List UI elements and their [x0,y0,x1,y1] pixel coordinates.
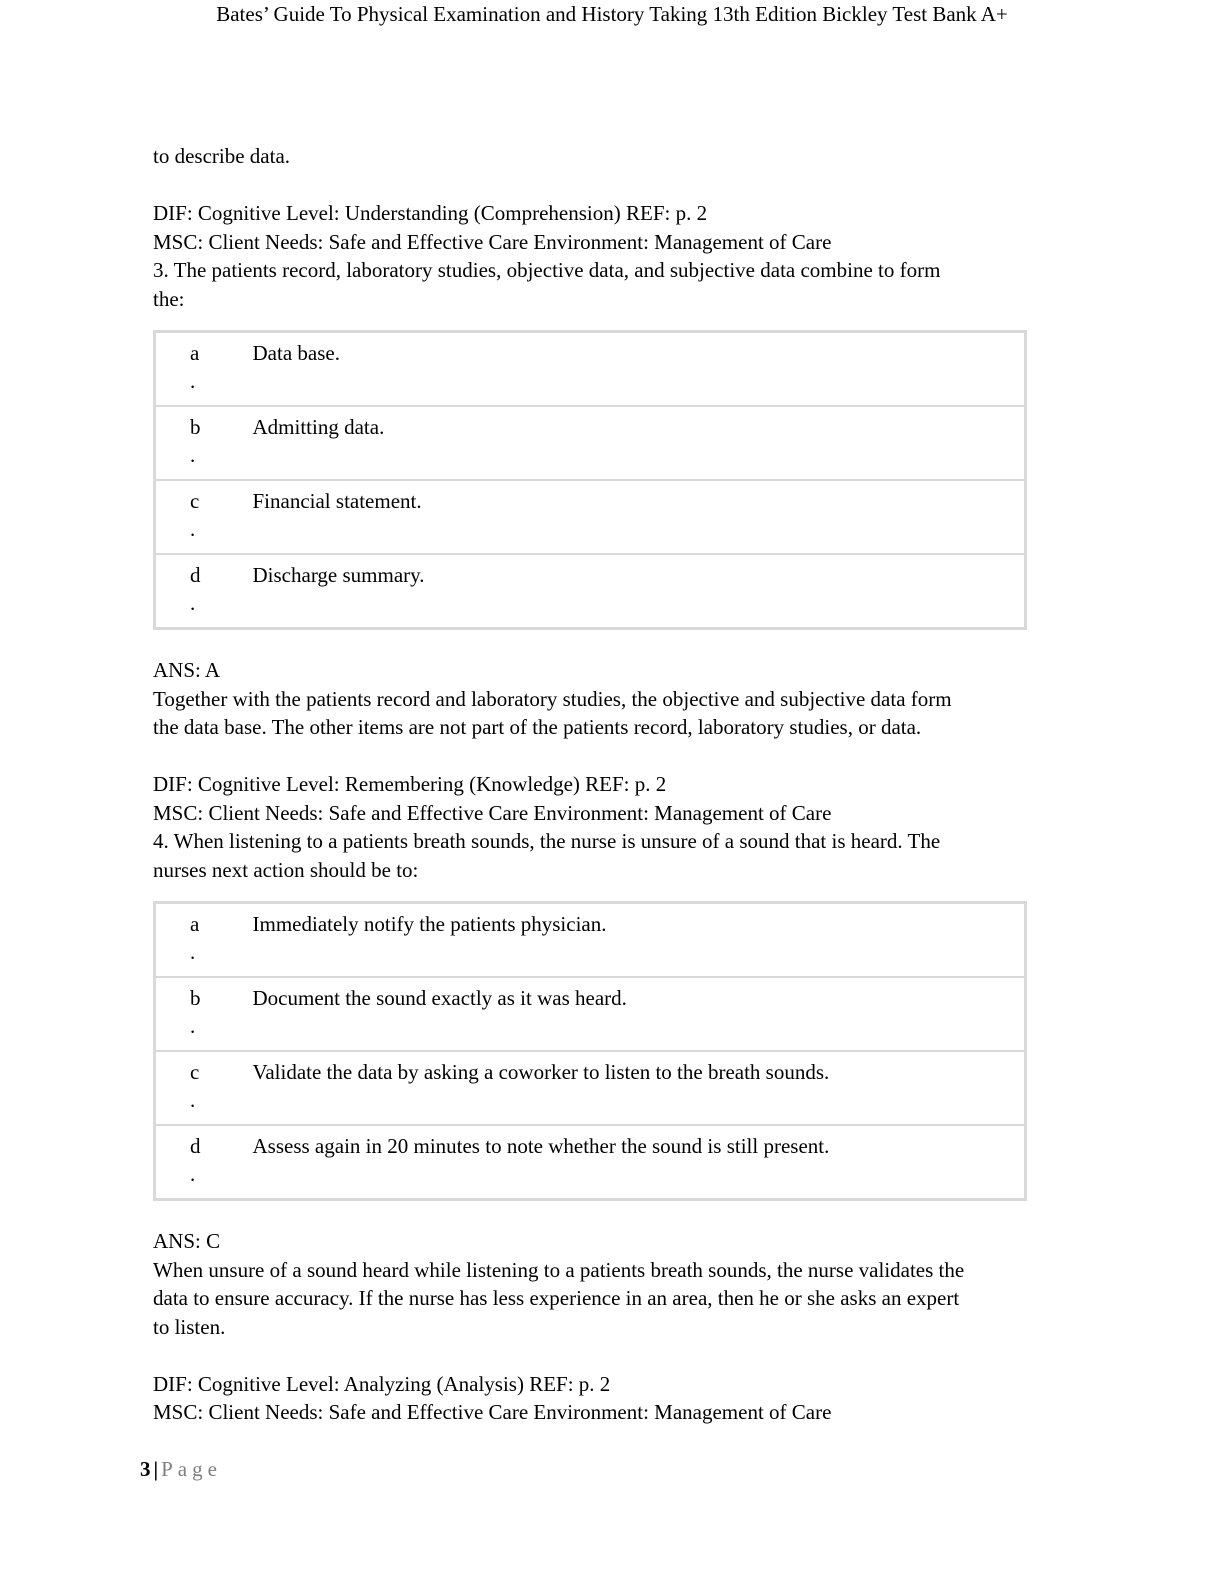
q4-option-row [155,1051,1026,1125]
q4-option-row [155,977,1026,1051]
page-header [0,2,1224,26]
q4-answer: ANS: C [153,1229,221,1253]
option-dot: . [190,1014,196,1038]
option-letter: c [190,489,200,513]
option-text: Discharge summary. [252,563,425,587]
option-dot: . [190,1088,196,1112]
footer-separator: | [153,1457,159,1481]
option-letter: d [190,563,201,587]
option-letter-cell [155,1051,253,1125]
option-letter: a [190,341,200,365]
q3-question-line2: the: [153,286,185,311]
option-letter-cell [155,480,253,554]
page-number: 3 [140,1457,151,1481]
continuation-text: to describe data. [153,144,291,168]
option-text: Admitting data. [253,406,1026,480]
option-dot: . [190,591,196,615]
q3-answer: ANS: A [153,658,221,682]
q4-dif: DIF: Cognitive Level: Analyzing (Analysis) REF: p. 2 [153,1371,611,1396]
option-dot: . [190,517,196,541]
option-text: Document the sound exactly as it was heard. [253,977,1026,1051]
q4-rationale-line2: data to ensure accuracy. If the nurse has less experience in an area, then he or she asks an expert [153,1286,960,1310]
option-dot: . [190,1162,196,1186]
option-letter: a [190,912,200,936]
option-dot: . [190,940,196,964]
q4-option-row [155,903,1026,978]
page-footer [140,1456,222,1482]
q4-msc: MSC: Client Needs: Safe and Effective Care Environment: Management of Care [153,1400,832,1424]
option-text: Financial statement. [253,480,1026,554]
option-letter-cell [155,332,253,407]
option-text: Data base. [253,332,1026,407]
option-letter: d [190,1134,201,1158]
option-letter-cell [155,903,253,978]
option-dot: . [190,369,196,393]
q4-question-line1: 4. When listening to a patients breath sounds, the nurse is unsure of a sound that is heard. The [153,829,941,853]
option-dot: . [190,443,196,467]
option-letter-cell [155,1125,253,1200]
q4-rationale-line3: to listen. [153,1314,226,1339]
q2-dif: DIF: Cognitive Level: Understanding (Comprehension) REF: p. 2 [153,201,708,225]
q3-option-row [155,480,1026,554]
q3-options-table [153,330,1027,630]
q3-rationale-line2: the data base. The other items are not part of the patients record, laboratory studies, or data. [153,715,922,739]
q2-msc: MSC: Client Needs: Safe and Effective Care Environment: Management of Care [153,229,832,254]
q4-option-row [155,1125,1026,1200]
option-letter-cell [155,554,253,629]
q3-option-row [155,554,1026,629]
option-letter-cell [155,977,253,1051]
q4-rationale-line1: When unsure of a sound heard while listening to a patients breath sounds, the nurse validates the [153,1257,965,1282]
header-title: Bates’ Guide To Physical Examination and History Taking 13th Edition Bickley Test Bank A+ [216,2,1008,26]
q3-option-row [155,406,1026,480]
q3-msc: MSC: Client Needs: Safe and Effective Care Environment: Management of Care [153,800,832,825]
option-text: Assess again in 20 minutes to note whether the sound is still present. [252,1134,830,1158]
page-label: Page [161,1457,222,1481]
option-letter: b [190,986,201,1010]
q4-options-table [153,901,1027,1201]
q4-question-line2: nurses next action should be to: [153,857,419,882]
document-body [153,142,1058,1427]
option-text: Validate the data by asking a coworker to listen to the breath sounds. [253,1051,1026,1125]
option-text: Immediately notify the patients physician. [253,903,1026,978]
option-letter: c [190,1060,200,1084]
q3-option-row [155,332,1026,407]
q3-question-line1: 3. The patients record, laboratory studies, objective data, and subjective data combine to form [153,258,941,282]
q3-rationale-line1: Together with the patients record and laboratory studies, the objective and subjective data form [153,686,952,711]
q3-dif: DIF: Cognitive Level: Remembering (Knowledge) REF: p. 2 [153,772,667,796]
option-letter: b [190,415,201,439]
option-letter-cell [155,406,253,480]
